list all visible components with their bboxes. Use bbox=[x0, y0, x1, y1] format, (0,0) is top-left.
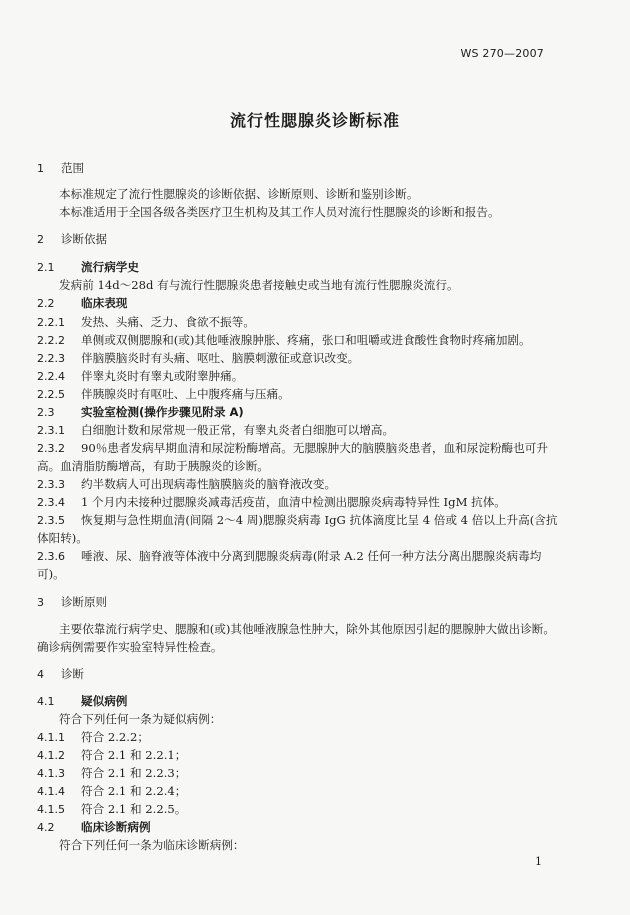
clause-2-2-5: 2.2.5 伴胰腺炎时有呕吐、上中腹疼痛与压痛。 bbox=[37, 387, 290, 401]
document-title: 流行性腮腺炎诊断标准 bbox=[229, 111, 400, 130]
clause-2-2-1: 2.2.1 发热、头痛、乏力、食欲不振等。 bbox=[37, 315, 255, 329]
clause-4-1-4: 4.1.4 符合 2.1 和 2.2.4； bbox=[37, 784, 187, 798]
clause-2-2-3: 2.2.3 伴脑膜脑炎时有头痛、呕吐、脑膜刺激征或意识改变。 bbox=[37, 351, 360, 365]
clause-2-3-4: 2.3.4 1 个月内未接种过腮腺炎减毒活疫苗，血清中检测出腮腺炎病毒特异性 IgM 抗体。 bbox=[37, 495, 506, 509]
section-2-2-heading: 2.2 临床表现 bbox=[37, 296, 128, 310]
clause-2-3-6-continued: 可)。 bbox=[37, 567, 65, 581]
section-2-1-heading: 2.1 流行病学史 bbox=[37, 260, 139, 274]
clause-2-2-2: 2.2.2 单侧或双侧腮腺和(或)其他唾液腺肿胀、疼痛，张口和咀嚼或进食酸性食物时疼痛加剧。 bbox=[37, 333, 531, 347]
section-1-heading: 1 范围 bbox=[37, 161, 84, 175]
clause-4-1-2: 4.1.2 符合 2.1 和 2.2.1； bbox=[37, 748, 187, 762]
page-number: 1 bbox=[535, 855, 542, 868]
section-2-3-heading: 2.3 实验室检测(操作步骤见附录 A) bbox=[37, 405, 244, 419]
section-4-1-heading: 4.1 疑似病例 bbox=[37, 694, 128, 708]
section-2-heading: 2 诊断依据 bbox=[37, 232, 107, 246]
clause-2-3-3: 2.3.3 约半数病人可出现病毒性脑膜脑炎的脑脊液改变。 bbox=[37, 477, 337, 491]
clause-2-3-1: 2.3.1 白细胞计数和尿常规一般正常，有睾丸炎者白细胞可以增高。 bbox=[37, 423, 395, 437]
section-1-para-2: 本标准适用于全国各级各类医疗卫生机构及其工作人员对流行性腮腺炎的诊断和报告。 bbox=[59, 205, 500, 219]
clause-4-1-3: 4.1.3 符合 2.1 和 2.2.3； bbox=[37, 766, 187, 780]
clause-2-3-2: 2.3.2 90％患者发病早期血清和尿淀粉酶增高。无腮腺肿大的脑膜脑炎患者，血和尿淀粉酶也可升 bbox=[37, 441, 548, 455]
clause-4-1-1: 4.1.1 符合 2.2.2； bbox=[37, 730, 149, 744]
section-4-1-intro: 符合下列任何一条为疑似病例： bbox=[59, 712, 222, 726]
section-4-2-heading: 4.2 临床诊断病例 bbox=[37, 820, 151, 834]
section-4-2-intro: 符合下列任何一条为临床诊断病例： bbox=[59, 838, 245, 852]
standard-code: WS 270—2007 bbox=[460, 47, 544, 60]
clause-2-3-5-continued: 体阳转)。 bbox=[37, 531, 88, 545]
section-4-heading: 4 诊断 bbox=[37, 667, 84, 681]
section-3-para-2: 确诊病例需要作实验室特异性检查。 bbox=[37, 640, 223, 654]
clause-2-3-6: 2.3.6 唾液、尿、脑脊液等体液中分离到腮腺炎病毒(附录 A.2 任何一种方法分离出腮腺炎病毒均 bbox=[37, 549, 542, 563]
section-1-para-1: 本标准规定了流行性腮腺炎的诊断依据、诊断原则、诊断和鉴别诊断。 bbox=[59, 187, 419, 201]
clause-2-3-5: 2.3.5 恢复期与急性期血清(间隔 2～4 周)腮腺炎病毒 IgG 抗体滴度比呈 4 倍或 4 倍以上升高(含抗 bbox=[37, 513, 558, 527]
section-3-para-1: 主要依靠流行病学史、腮腺和(或)其他唾液腺急性肿大，除外其他原因引起的腮腺肿大做出诊断。 bbox=[59, 622, 555, 636]
clause-2-2-4: 2.2.4 伴睾丸炎时有睾丸或附睾肿痛。 bbox=[37, 369, 244, 383]
section-3-heading: 3 诊断原则 bbox=[37, 595, 107, 609]
clause-4-1-5: 4.1.5 符合 2.1 和 2.2.5。 bbox=[37, 802, 187, 816]
clause-2-3-2-continued: 高。血清脂肪酶增高，有助于胰腺炎的诊断。 bbox=[37, 459, 269, 473]
section-2-1-text: 发病前 14d～28d 有与流行性腮腺炎患者接触史或当地有流行性腮腺炎流行。 bbox=[59, 278, 459, 292]
